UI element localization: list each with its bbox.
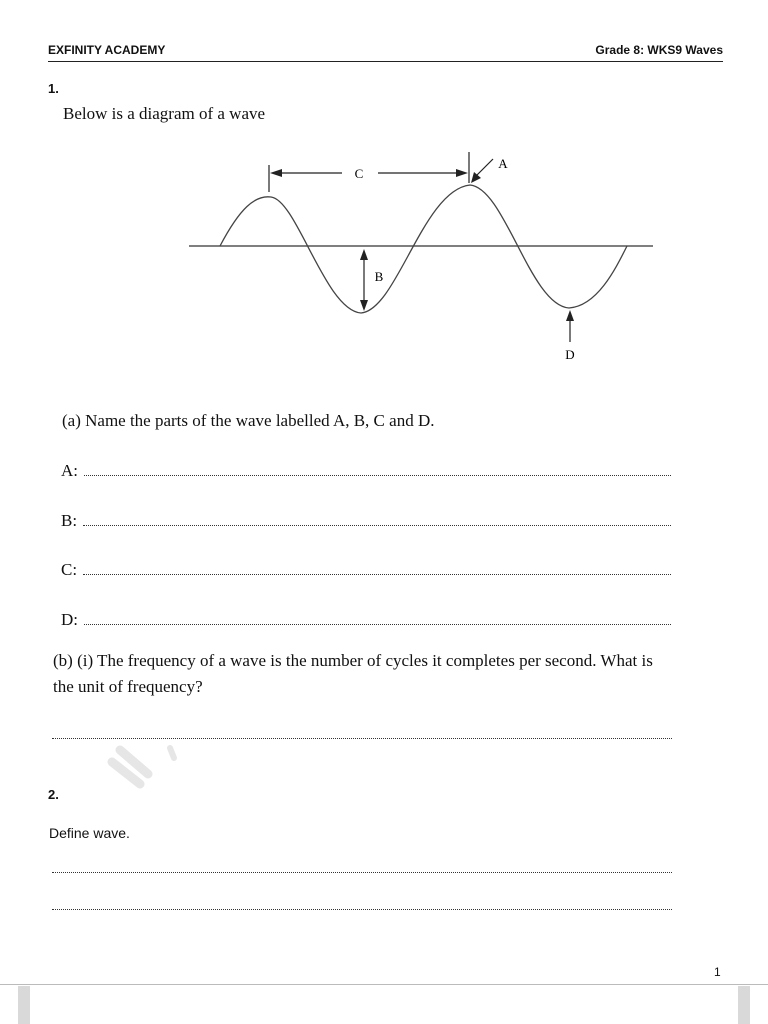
question-1a-prompt: (a) Name the parts of the wave labelled A, B, C and D. [62,411,435,430]
answer-line-d[interactable] [61,610,671,630]
label-d: D [565,347,575,362]
dotted-line [83,511,671,526]
question-1b-prompt: (b) (i) The frequency of a wave is the number of cycles it completes per second. What is the unit of frequency? [53,651,653,696]
question-2-number: 2. [48,787,59,802]
question-2-prompt: Define wave. [49,825,130,841]
academy-name: EXFINITY ACADEMY [48,43,166,57]
question-1-intro: Below is a diagram of a wave [63,104,266,123]
footer-divider [0,984,768,985]
answer-label: A: [61,461,78,480]
answer-line-b[interactable] [61,511,671,531]
answer-line-c[interactable] [61,560,671,580]
label-c: C [354,166,364,181]
answer-line-frequency[interactable] [52,736,672,739]
dotted-line [84,461,671,476]
page-number: 1 [714,965,721,979]
page-edge-left [18,986,30,1024]
label-b: B [374,269,384,284]
wave-diagram [185,150,660,380]
page-edge-right [738,986,750,1024]
wave-curve [220,185,627,313]
answer-line-define-2[interactable] [52,907,672,910]
answer-line-a[interactable] [61,461,671,481]
question-1-number: 1. [48,81,59,96]
answer-line-define-1[interactable] [52,870,672,873]
watermark-logo [100,740,190,790]
answer-label: C: [61,560,78,579]
answer-label: B: [61,511,78,530]
label-a: A [498,156,508,171]
worksheet-title: Grade 8: WKS9 Waves [595,43,723,57]
dotted-line [83,560,671,575]
page-header [48,43,723,62]
dotted-line [84,610,671,625]
answer-label: D: [61,610,78,629]
